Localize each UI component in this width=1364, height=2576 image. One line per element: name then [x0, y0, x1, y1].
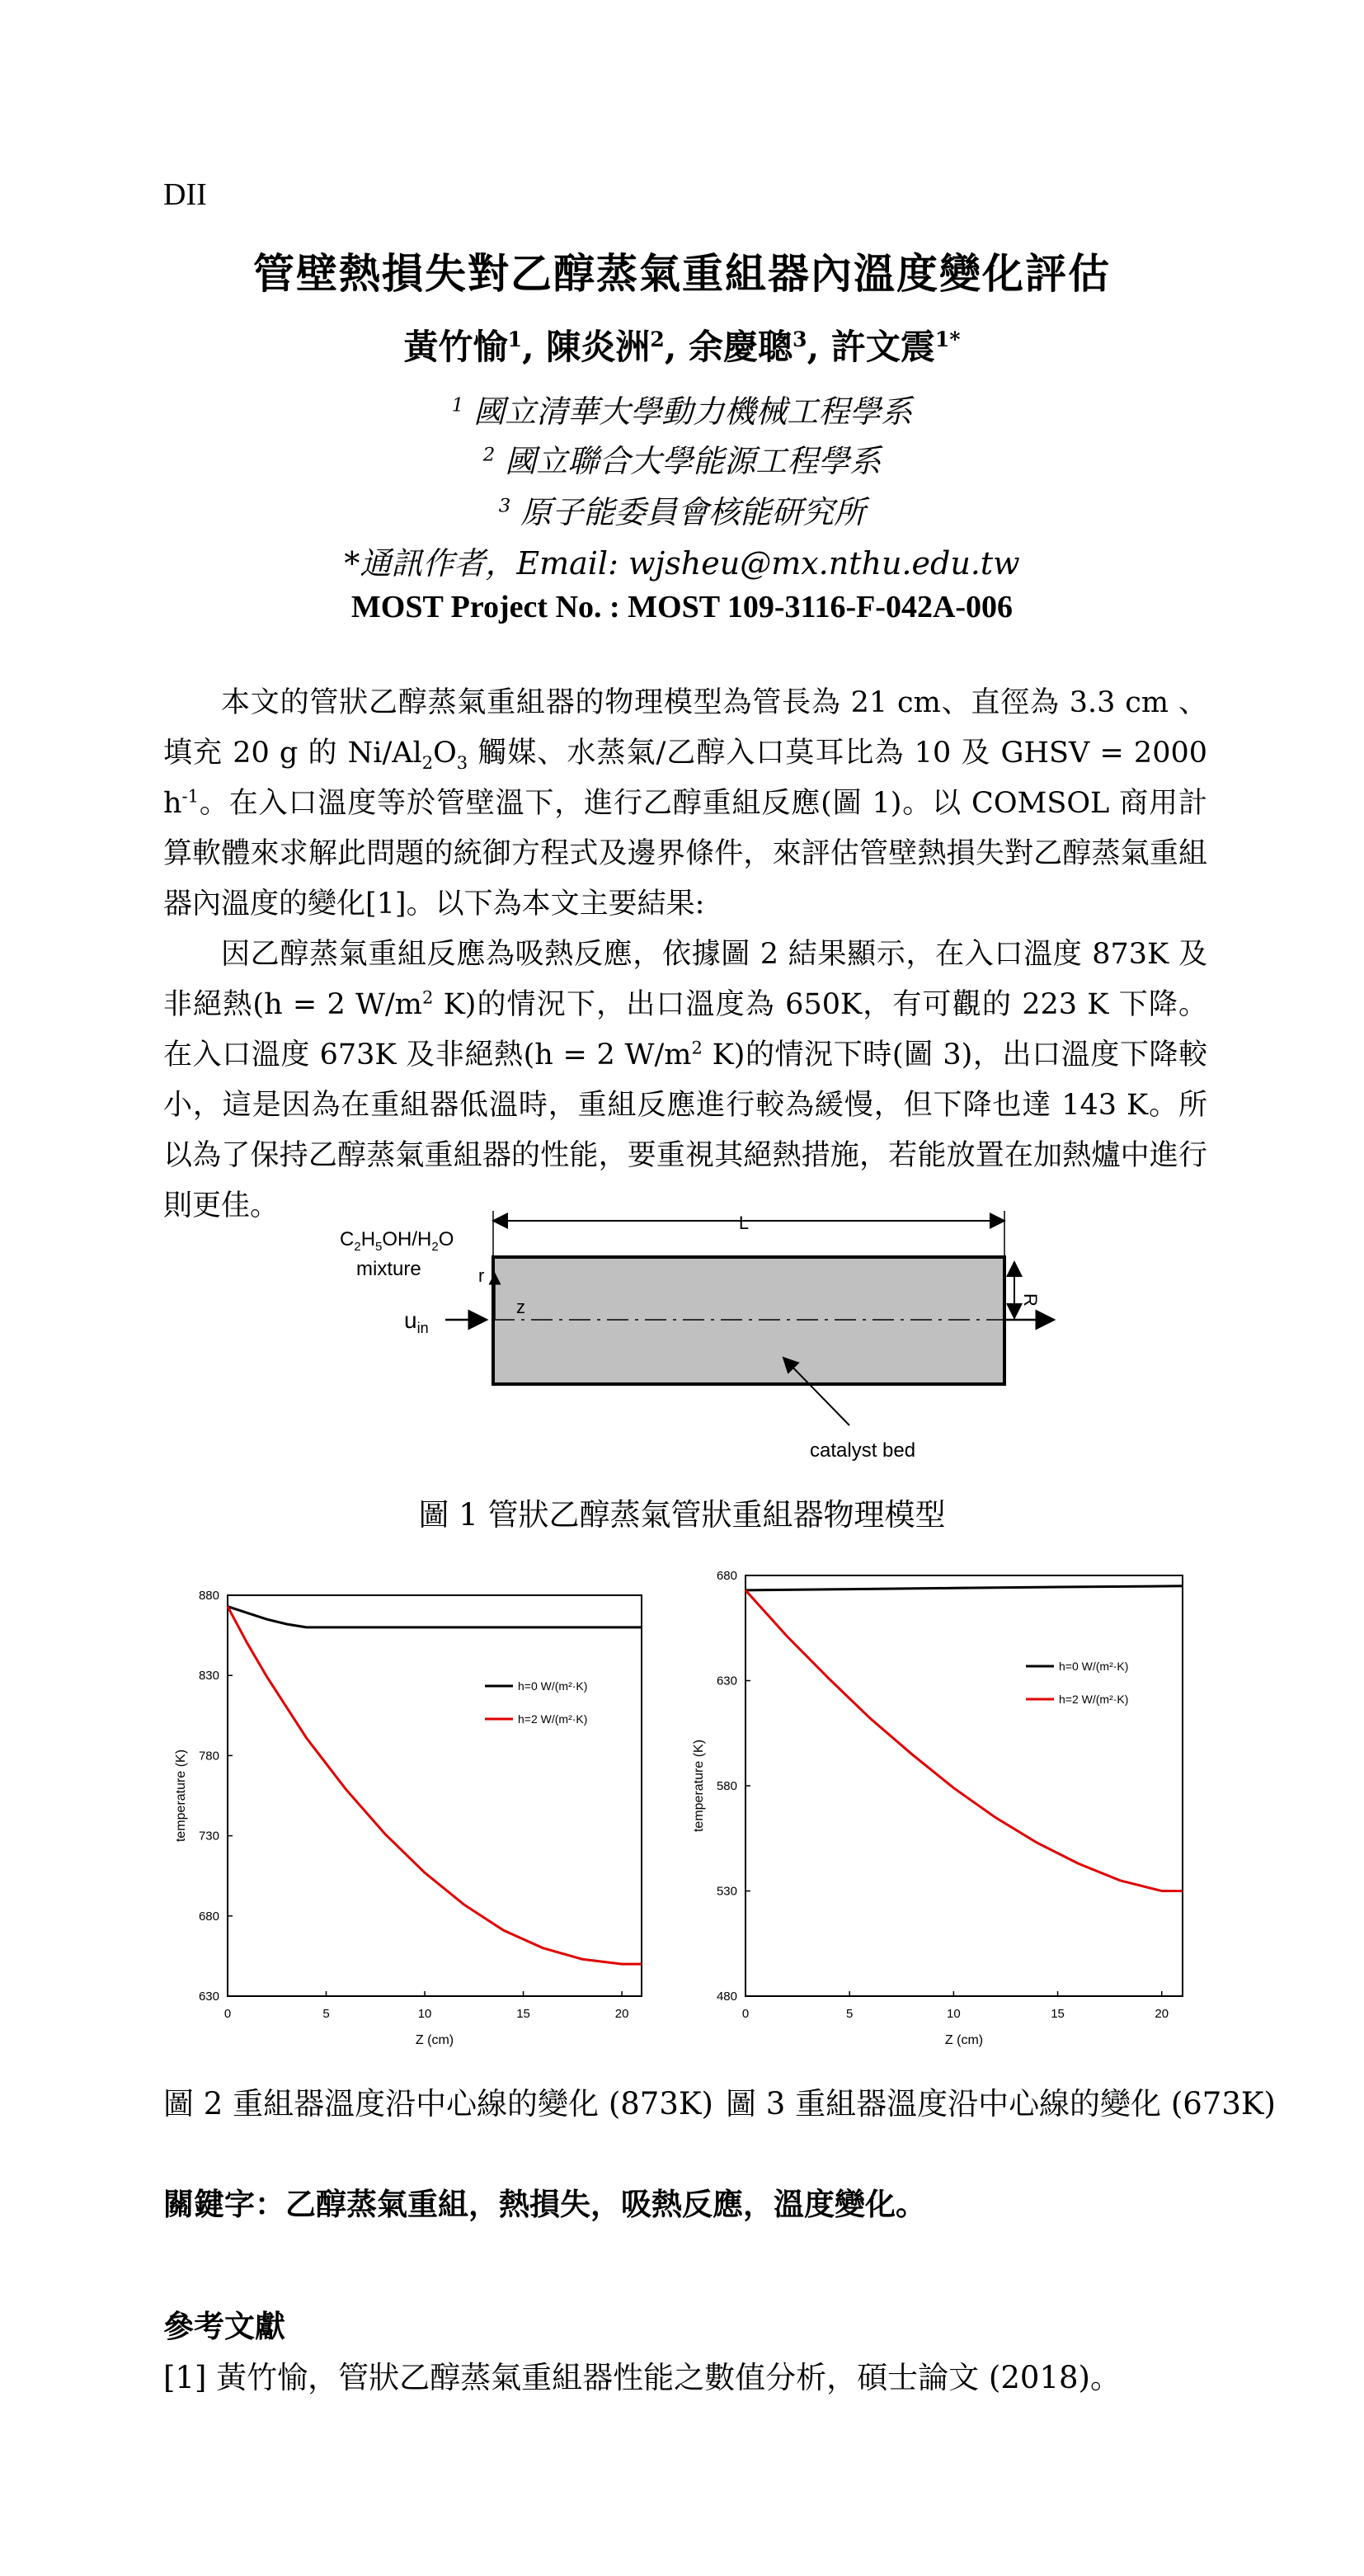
x-axis-label: Z (cm) [944, 2033, 984, 2047]
reactor-schematic [322, 1188, 1064, 1468]
x-tick-label: 20 [1155, 2007, 1169, 2021]
author-name: 許文震 [830, 327, 935, 367]
author-separator: , [807, 327, 831, 367]
author-affil-mark: 1* [934, 327, 961, 351]
affiliation [0, 487, 1364, 532]
affiliation-text: 原子能委員會核能研究所 [520, 494, 866, 530]
x-axis-label: Z (cm) [415, 2033, 454, 2047]
chart-673k [676, 1566, 1204, 2069]
y-tick-label: 480 [716, 1990, 737, 2004]
body-paragraph [163, 930, 1207, 1231]
text-run: 本文的管狀乙醇蒸氣重組器的物理模型為管長為 21 cm、直徑為 3.3 cm 、填充 20 g 的 Ni/Al [163, 686, 1207, 770]
text-run: O [433, 737, 457, 770]
affiliation [0, 436, 1364, 481]
radius-label: R [1020, 1293, 1041, 1307]
plot-frame [745, 1575, 1183, 1996]
author-affil-mark: 1 [507, 327, 522, 351]
corresponding-author: *通訊作者，Email: wjsheu@mx.nthu.edu.tw [344, 545, 1020, 582]
y-tick-label: 830 [198, 1669, 219, 1684]
x-tick-label: 15 [516, 2007, 530, 2021]
y-tick-label: 630 [198, 1990, 219, 2004]
text-run: 。在入口溫度等於管壁溫下，進行乙醇重組反應(圖 1)。以 COMSOL 商用計算軟體來求解此問題的統御方程式及邊界條件，來評估管壁熱損失對乙醇蒸氣重組器內溫度的變化[1]。以下為本文主要結果: [163, 787, 1207, 921]
x-tick-label: 10 [947, 2007, 961, 2021]
y-tick-label: 530 [716, 1884, 737, 1899]
figure1-caption: 圖 1 管狀乙醇蒸氣管狀重組器物理模型 [418, 1497, 946, 1533]
length-label: L [738, 1213, 750, 1233]
author-separator: , [521, 327, 547, 367]
x-tick-label: 5 [846, 2007, 854, 2021]
author-name: 余慶聰 [689, 327, 793, 367]
author-separator: , [664, 327, 689, 367]
y-tick-label: 630 [716, 1674, 737, 1688]
affiliation-number: 3 [498, 495, 511, 517]
y-tick-label: 880 [198, 1589, 219, 1603]
mixture-label: mixture [356, 1258, 421, 1280]
y-tick-label: 780 [198, 1749, 219, 1764]
text-run: 因乙醇蒸氣重組反應為吸熱反應，依據圖 2 結果顯示，在入口溫度 873K 及非絕熱(h = 2 W/m [163, 938, 1207, 1021]
y-axis-label: temperature (K) [174, 1749, 188, 1843]
inlet-velocity-label: $u_{in}$ [404, 1307, 429, 1336]
legend-label: h=0 W/(m²·K) [1059, 1660, 1129, 1673]
y-tick-label: 680 [198, 1909, 219, 1924]
y-tick-label: 580 [716, 1779, 737, 1793]
legend-label: h=0 W/(m²·K) [518, 1679, 588, 1693]
author-name: 黃竹愉 [403, 327, 508, 367]
references-heading: 參考文獻 [163, 2308, 285, 2344]
keywords: 關鍵字：乙醇蒸氣重組，熱損失，吸熱反應，溫度變化。 [163, 2186, 926, 2222]
text-run: 觸媒、水蒸氣/乙醇入口莫耳比為 10 及 GHSV = 2000 h [163, 737, 1207, 820]
x-tick-label: 0 [223, 2007, 232, 2021]
catalyst-bed-label: catalyst bed [810, 1439, 916, 1462]
author-affil-mark: 2 [650, 327, 665, 351]
figure3-caption: 圖 3 重組器溫度沿中心線的變化 (673K) [726, 2086, 1276, 2122]
y-axis-label: temperature (K) [692, 1739, 706, 1833]
x-tick-label: 10 [417, 2007, 432, 2021]
affiliation-text: 國立清華大學動力機械工程學系 [473, 393, 913, 430]
chart-873k [163, 1566, 658, 2069]
body-paragraph [163, 678, 1207, 930]
author-name: 陳炎洲 [546, 327, 651, 367]
x-tick-label: 0 [741, 2007, 750, 2021]
r-axis-label: r [478, 1265, 485, 1286]
subscript: 3 [456, 753, 468, 773]
plot-frame [228, 1595, 642, 1996]
y-tick-label: 680 [716, 1569, 737, 1583]
author-list [0, 320, 1364, 370]
project-number: MOST Project No. : MOST 109-3116-F-042A-006 [350, 590, 1014, 624]
catalyst-bed-rect [493, 1257, 1004, 1384]
legend-label: h=2 W/(m²·K) [1059, 1693, 1129, 1706]
affiliation-number: 2 [482, 444, 496, 466]
subscript: 2 [421, 753, 434, 773]
author-affil-mark: 3 [793, 327, 807, 351]
mixture-formula: $C_2H_5OH/H_2O$ [340, 1228, 454, 1254]
affiliation [0, 386, 1364, 431]
text-run: K)的情況下時(圖 3)，出口溫度下降較小，這是因為在重組器低溫時，重組反應進行較為緩慢，但下降也達 143 K。所以為了保持乙醇蒸氣重組器的性能，要重視其絕熱措施，若能放置在加熱爐中進行則更佳。 [163, 1038, 1208, 1222]
y-tick-label: 730 [198, 1829, 219, 1844]
affiliation-number: 1 [451, 394, 464, 417]
superscript: -1 [181, 786, 200, 807]
figure2-caption: 圖 2 重組器溫度沿中心線的變化 (873K) [163, 2086, 713, 2122]
legend-label: h=2 W/(m²·K) [518, 1712, 588, 1726]
x-tick-label: 5 [322, 2007, 330, 2021]
reference-item: [1] 黃竹愉，管狀乙醇蒸氣重組器性能之數值分析，碩士論文 (2018)。 [163, 2360, 1121, 2395]
text-run: K)的情況下，出口溫度為 650K，有可觀的 223 K 下降。在入口溫度 673K 及非絕熱(h = 2 W/m [163, 988, 1207, 1071]
paper-title: 管壁熱損失對乙醇蒸氣重組器內溫度變化評估 [253, 249, 1111, 298]
document-code: DII [163, 177, 207, 212]
x-tick-label: 20 [614, 2007, 629, 2021]
affiliation-text: 國立聯合大學能源工程學系 [505, 443, 882, 479]
x-tick-label: 15 [1051, 2007, 1065, 2021]
z-axis-label: z [516, 1297, 525, 1317]
superscript: 2 [691, 1038, 703, 1058]
superscript: 2 [421, 987, 434, 1008]
